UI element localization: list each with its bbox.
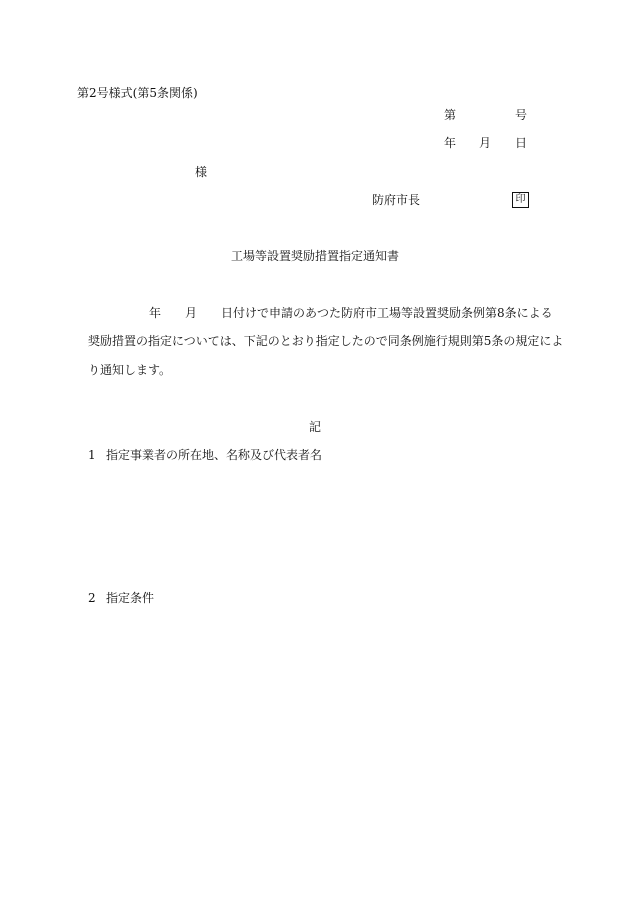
addressee-suffix: 様 — [195, 165, 208, 179]
seal-mark: 印 — [512, 192, 529, 208]
number-dai: 第 — [444, 108, 457, 122]
body-line-2: 奨励措置の指定については、下記のとおり指定したので同条例施行規則第5条の規定によ — [88, 334, 564, 348]
body-month: 月 — [185, 306, 198, 320]
item-1-label: 指定事業者の所在地、名称及び代表者名 — [106, 448, 323, 462]
issuer-name: 防府市長 — [372, 193, 421, 207]
date-year: 年 — [444, 136, 457, 150]
ki-heading: 記 — [309, 420, 322, 434]
form-label: 第2号様式(第5条関係) — [77, 86, 198, 100]
date-day: 日 — [515, 136, 528, 150]
body-line-1: 日付けで申請のあつた防府市工場等設置奨励条例第8条による — [221, 306, 553, 320]
document-title: 工場等設置奨励措置指定通知書 — [231, 249, 400, 263]
body-line-3: り通知します。 — [88, 363, 172, 377]
item-2-number: 2 — [88, 591, 96, 605]
item-2-label: 指定条件 — [106, 591, 155, 605]
date-month: 月 — [479, 136, 492, 150]
body-year: 年 — [149, 306, 162, 320]
number-go: 号 — [515, 108, 528, 122]
item-1-number: 1 — [88, 448, 96, 462]
